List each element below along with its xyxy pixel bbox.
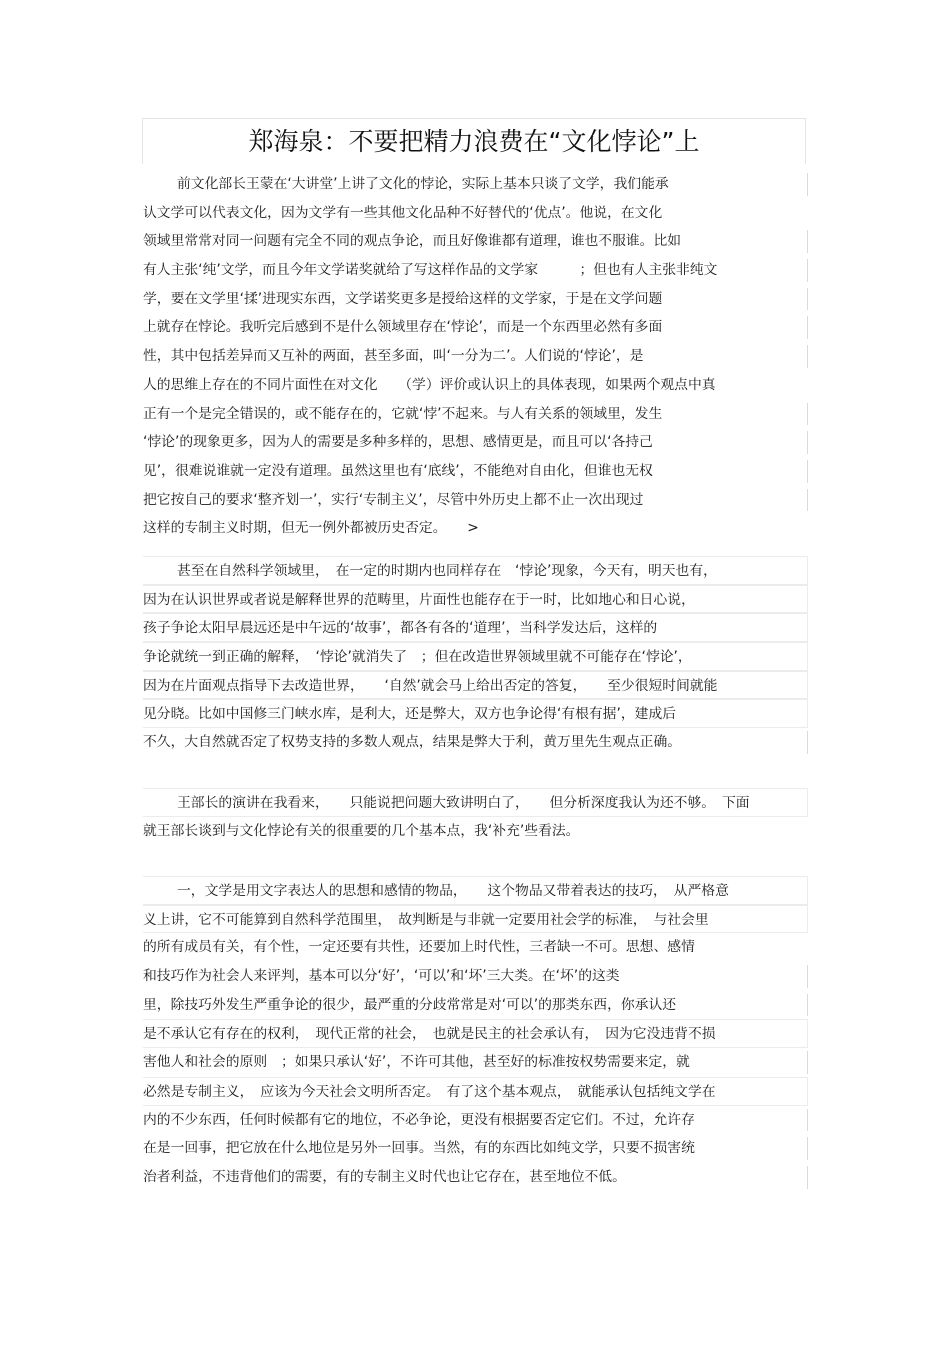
- text-line: 就王部长谈到与文化悖论有关的很重要的几个基本点，我‘补充’些看法。: [143, 822, 580, 839]
- text-line: 争论就统一到正确的解释， ‘悖论’就消失了 ；但在改造世界领域里就不可能存在‘悖论’，: [143, 642, 808, 671]
- text-line: 必然是专制主义， 应该为今天社会文明所否定。 有了这个基本观点， 就能承认包括纯文学在: [143, 1077, 808, 1106]
- paragraph-3: [143, 788, 808, 845]
- text-line: 见分晓。比如中国修三门峡水库，是利大，还是弊大，双方也争论得‘有根有据’，建成后: [143, 699, 808, 728]
- paragraph-2: [143, 556, 808, 757]
- text-line: 性，其中包括差异而又互补的两面，甚至多面，叫‘一分为二’。人们说的‘悖论’，是: [143, 342, 808, 371]
- text-line: 学，要在文学里‘揉’进现实东西，文学诺奖更多是授给这样的文学家，于是在文学问题: [143, 285, 808, 314]
- text-line: 这样的专制主义时期，但无一例外都被历史否定。 >: [143, 520, 479, 537]
- paragraph-4: [143, 876, 808, 1192]
- text-line: 不久，大自然就否定了权势支持的多数人观点，结果是弊大于利，黄万里先生观点正确。: [143, 728, 808, 757]
- page-title: 郑海泉：不要把精力浪费在“文化悖论”上: [248, 127, 700, 156]
- text-line: 因为在认识世界或者说是解释世界的范畴里，片面性也能存在于一时，比如地心和日心说，: [143, 585, 808, 614]
- text-line: 人的思维上存在的不同片面性在对文化 （学）评价或认识上的具体表现，如果两个观点中真: [143, 376, 716, 393]
- text-line: 正有一个是完全错误的，或不能存在的，它就‘悖’不起来。与人有关系的领域里，发生: [143, 400, 808, 429]
- text-line: 在是一回事，把它放在什么地位是另外一回事。当然，有的东西比如纯文学，只要不损害统: [143, 1134, 808, 1163]
- text-line: 上就存在悖论。我听完后感到不是什么领域里存在‘悖论’，而是一个东西里必然有多面: [143, 313, 808, 342]
- text-line: 的所有成员有关，有个性，一定还要有共性，还要加上时代性，三者缺一不可。思想、感情: [143, 939, 695, 956]
- text-line: 因为在片面观点指导下去改造世界， ‘自然’就会马上给出否定的答复， 至少很短时间就能: [143, 671, 808, 700]
- text-line: ‘悖论’的现象更多，因为人的需要是多种多样的，思想、感情更是，而且可以‘各持己: [143, 428, 808, 457]
- text-line: 里，除技巧外发生严重争论的很少，最严重的分歧常常是对‘可以’的那类东西，你承认还: [143, 991, 808, 1020]
- text-line: 把它按自己的要求‘整齐划一’，实行‘专制主义’，尽管中外历史上都不止一次出现过: [143, 486, 808, 515]
- text-line: 内的不少东西，任何时候都有它的地位，不必争论，更没有根据要否定它们。不过，允许存: [143, 1106, 808, 1135]
- paragraph-1: [143, 170, 808, 543]
- text-line: 害他人和社会的原则 ；如果只承认‘好’，不许可其他，甚至好的标准按权势需要来定，就: [143, 1048, 808, 1077]
- text-line: 孩子争论太阳早晨远还是中午远的‘故事’，都各有各的‘道理’，当科学发达后，这样的: [143, 613, 808, 642]
- text-line: 是不承认它有存在的权利， 现代正常的社会， 也就是民主的社会承认有， 因为它没违背不损: [143, 1019, 808, 1048]
- text-line: 领域里常常对同一问题有完全不同的观点争论，而且好像谁都有道理，谁也不服谁。比如: [143, 227, 808, 256]
- text-line: 有人主张‘纯’文学，而且今年文学诺奖就给了写这样作品的文学家 ；但也有人主张非纯文: [143, 256, 808, 285]
- text-line: 甚至在自然科学领域里， 在一定的时期内也同样存在 ‘悖论’现象，今天有，明天也有，: [143, 556, 808, 585]
- text-line: 义上讲，它不可能算到自然科学范围里， 故判断是与非就一定要用社会学的标准， 与社会里: [143, 905, 808, 934]
- text-line: 和技巧作为社会人来评判，基本可以分‘好’，‘可以’和‘坏’三大类。在‘坏’的这类: [143, 962, 808, 991]
- text-line: 一，文学是用文字表达人的思想和感情的物品， 这个物品又带着表达的技巧， 从严格意: [143, 876, 808, 905]
- text-line: 王部长的演讲在我看来， 只能说把问题大致讲明白了， 但分析深度我认为还不够。 下面: [143, 788, 808, 817]
- text-line: 前文化部长王蒙在‘大讲堂’上讲了文化的悖论，实际上基本只谈了文学，我们能承: [143, 170, 808, 199]
- text-line: 见’，很难说谁就一定没有道理。虽然这里也有‘底线’，不能绝对自由化，但谁也无权: [143, 457, 808, 486]
- text-line: 治者利益，不违背他们的需要，有的专制主义时代也让它存在，甚至地位不低。: [143, 1163, 808, 1192]
- text-line: 认文学可以代表文化，因为文学有一些其他文化品种不好替代的‘优点’。他说，在文化: [143, 204, 663, 221]
